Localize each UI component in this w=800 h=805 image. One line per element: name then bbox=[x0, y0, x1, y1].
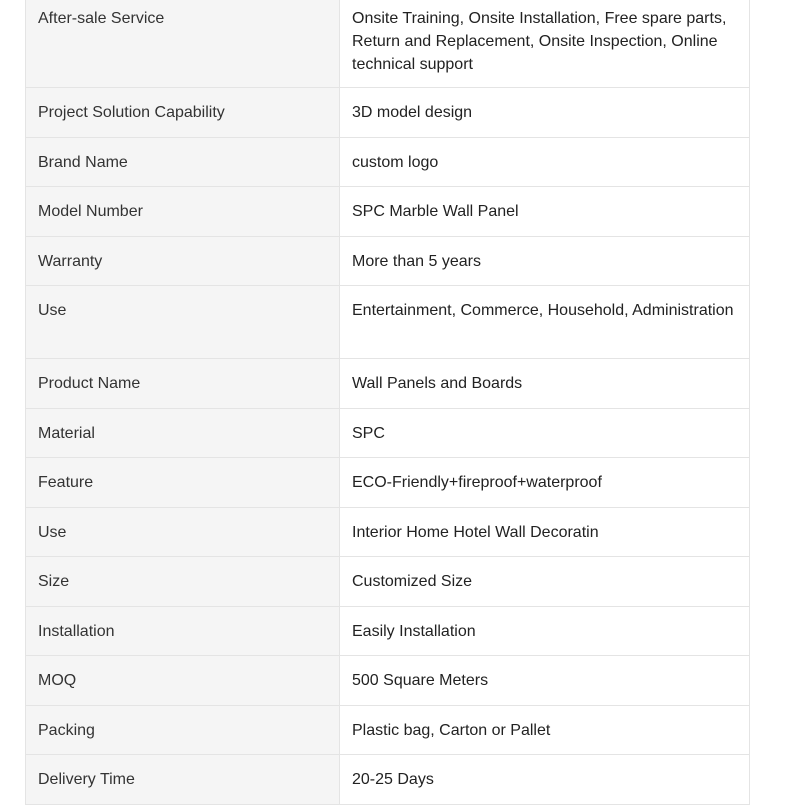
spec-key: MOQ bbox=[26, 656, 340, 706]
spec-key: Product Name bbox=[26, 359, 340, 409]
spec-key: Model Number bbox=[26, 187, 340, 237]
spec-value: ECO-Friendly+fireproof+waterproof bbox=[340, 458, 750, 508]
spec-value: custom logo bbox=[340, 137, 750, 187]
spec-key: Installation bbox=[26, 606, 340, 656]
spec-key: Feature bbox=[26, 458, 340, 508]
spec-table-body bbox=[26, 0, 750, 804]
spec-row-material bbox=[26, 408, 750, 458]
spec-row-after-sale-service bbox=[26, 0, 750, 88]
spec-value: Easily Installation bbox=[340, 606, 750, 656]
spec-value: Interior Home Hotel Wall Decoratin bbox=[340, 507, 750, 557]
spec-key: Packing bbox=[26, 705, 340, 755]
spec-value: Customized Size bbox=[340, 557, 750, 607]
spec-key: Brand Name bbox=[26, 137, 340, 187]
spec-key: Warranty bbox=[26, 236, 340, 286]
spec-value: 500 Square Meters bbox=[340, 656, 750, 706]
spec-row-moq bbox=[26, 656, 750, 706]
spec-row-model-number bbox=[26, 187, 750, 237]
spec-row-size bbox=[26, 557, 750, 607]
spec-value: 3D model design bbox=[340, 88, 750, 138]
spec-row-delivery-time bbox=[26, 755, 750, 805]
spec-key: Use bbox=[26, 286, 340, 359]
spec-value: Entertainment, Commerce, Household, Administration bbox=[340, 286, 750, 359]
spec-row-feature bbox=[26, 458, 750, 508]
spec-row-product-name bbox=[26, 359, 750, 409]
spec-value: Wall Panels and Boards bbox=[340, 359, 750, 409]
spec-row-use-interior bbox=[26, 507, 750, 557]
spec-value: More than 5 years bbox=[340, 236, 750, 286]
spec-value: Onsite Training, Onsite Installation, Free spare parts, Return and Replacement, Onsite Inspection, Online technical support bbox=[340, 0, 750, 88]
spec-key: Project Solution Capability bbox=[26, 88, 340, 138]
spec-row-installation bbox=[26, 606, 750, 656]
spec-key: Use bbox=[26, 507, 340, 557]
spec-value: SPC bbox=[340, 408, 750, 458]
spec-value: Plastic bag, Carton or Pallet bbox=[340, 705, 750, 755]
product-spec-table bbox=[25, 0, 750, 805]
spec-key: After-sale Service bbox=[26, 0, 340, 88]
spec-key: Size bbox=[26, 557, 340, 607]
spec-value: SPC Marble Wall Panel bbox=[340, 187, 750, 237]
spec-row-packing bbox=[26, 705, 750, 755]
spec-row-project-solution bbox=[26, 88, 750, 138]
spec-key: Material bbox=[26, 408, 340, 458]
spec-value: 20-25 Days bbox=[340, 755, 750, 805]
spec-key: Delivery Time bbox=[26, 755, 340, 805]
spec-row-warranty bbox=[26, 236, 750, 286]
spec-row-use bbox=[26, 286, 750, 359]
spec-row-brand-name bbox=[26, 137, 750, 187]
